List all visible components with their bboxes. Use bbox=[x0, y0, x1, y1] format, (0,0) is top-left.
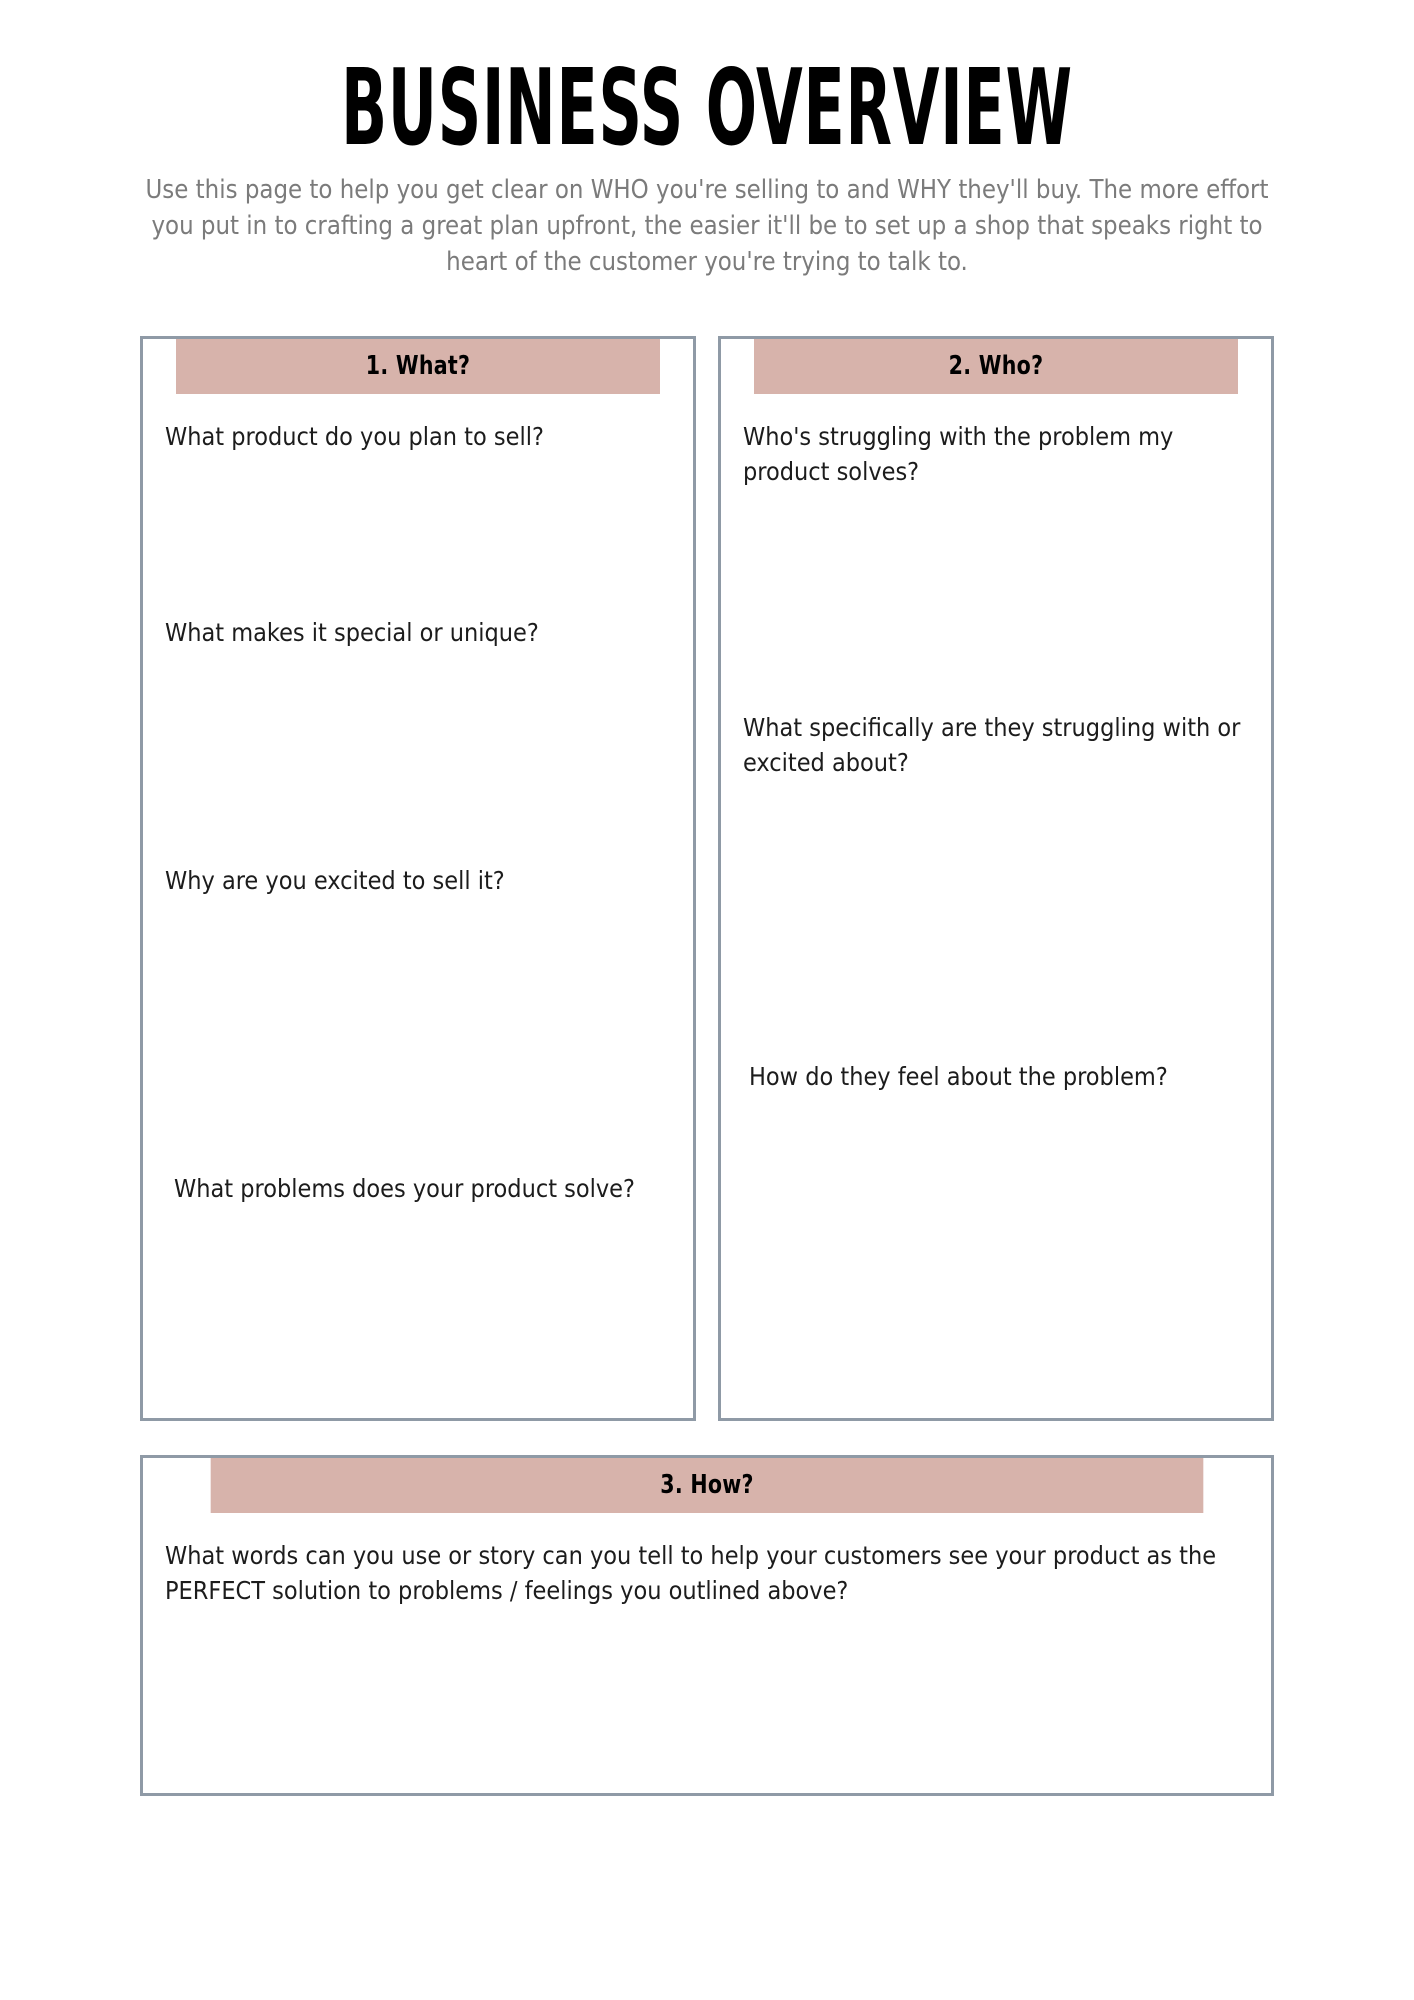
page-title: BUSINESS OVERVIEW bbox=[341, 47, 1073, 170]
prompt-what-product: What product do you plan to sell? bbox=[165, 422, 544, 451]
section-what-heading: 1. What? bbox=[176, 339, 660, 394]
prompt-how-do-they-feel: How do they feel about the problem? bbox=[749, 1062, 1168, 1091]
section-what bbox=[140, 336, 696, 1421]
row-spacer bbox=[140, 1421, 1274, 1455]
prompt-what-special: What makes it special or unique? bbox=[165, 618, 539, 647]
section-how bbox=[140, 1455, 1274, 1796]
top-section-row bbox=[140, 336, 1274, 1421]
prompt-why-excited: Why are you excited to sell it? bbox=[165, 866, 505, 895]
section-who-heading: 2. Who? bbox=[754, 339, 1238, 394]
section-how-heading: 3. How? bbox=[211, 1458, 1204, 1513]
worksheet-sections bbox=[140, 336, 1274, 1796]
section-who-body[interactable] bbox=[721, 394, 1271, 1418]
section-what-body[interactable] bbox=[143, 394, 693, 1418]
page-subtitle: Use this page to help you get clear on WHO you're selling to and WHY they'll buy. The more effort you put in to crafting a great plan upfront, the easier it'll be to set up a shop that speaks right to heart of the customer you're trying to talk to. bbox=[145, 175, 1269, 278]
page-header bbox=[0, 0, 1414, 281]
section-who bbox=[718, 336, 1274, 1421]
prompt-what-words: What words can you use or story can you tell to help your customers see your product as the PERFECT solution to problems / feelings you outlined above? bbox=[165, 1541, 1217, 1605]
prompt-what-specifically: What specifically are they struggling with or excited about? bbox=[743, 713, 1241, 777]
prompt-what-problems: What problems does your product solve? bbox=[174, 1174, 635, 1203]
prompt-whos-struggling: Who's struggling with the problem my product solves? bbox=[743, 422, 1174, 486]
section-how-body[interactable] bbox=[143, 1513, 1271, 1793]
